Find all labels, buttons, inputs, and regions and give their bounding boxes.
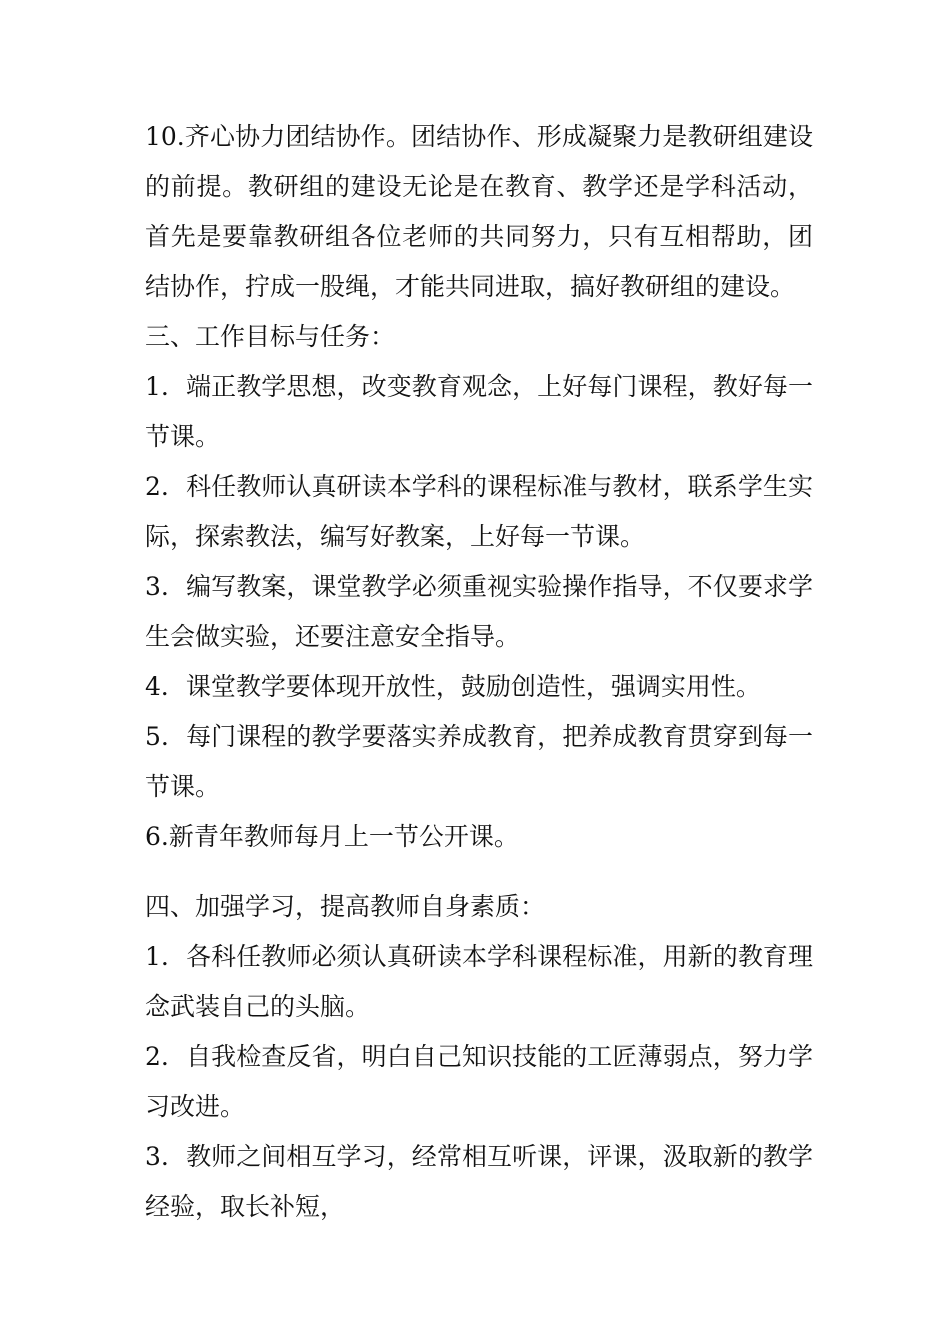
paragraph-goal-3: 3．编写教案，课堂教学必须重视实验操作指导，不仅要求学生会做实验，还要注意安全指导。	[145, 572, 813, 651]
document-body	[145, 112, 813, 1232]
paragraph-goal-1: 1．端正教学思想，改变教育观念，上好每门课程，教好每一节课。	[145, 372, 813, 451]
paragraph-goal-5: 5．每门课程的教学要落实养成教育，把养成教育贯穿到每一节课。	[145, 722, 813, 801]
paragraph-study-1: 1．各科任教师必须认真研读本学科课程标准，用新的教育理念武装自己的头脑。	[145, 942, 813, 1021]
paragraph-teamwork: 10.齐心协力团结协作。团结协作、形成凝聚力是教研组建设的前提。教研组的建设无论是在教育、教学还是学科活动，首先是要靠教研组各位老师的共同努力，只有互相帮助，团结协作，拧成一股绳，才能共同进取，搞好教研组的建设。	[145, 122, 813, 301]
paragraph-study-2: 2．自我检查反省，明白自己知识技能的工匠薄弱点，努力学习改进。	[145, 1042, 813, 1121]
paragraph-goal-4: 4．课堂教学要体现开放性，鼓励创造性，强调实用性。	[145, 672, 761, 701]
section-heading-study: 四、加强学习，提高教师自身素质：	[145, 892, 546, 921]
paragraph-spacer	[145, 862, 813, 882]
paragraph-study-3: 3．教师之间相互学习，经常相互听课，评课，汲取新的教学经验，取长补短，	[145, 1142, 813, 1221]
section-heading-goals: 三、工作目标与任务：	[145, 322, 396, 351]
paragraph-goal-6: 6.新青年教师每月上一节公开课。	[145, 822, 519, 851]
paragraph-goal-2: 2．科任教师认真研读本学科的课程标准与教材，联系学生实际，探索教法，编写好教案，上好每一节课。	[145, 472, 813, 551]
